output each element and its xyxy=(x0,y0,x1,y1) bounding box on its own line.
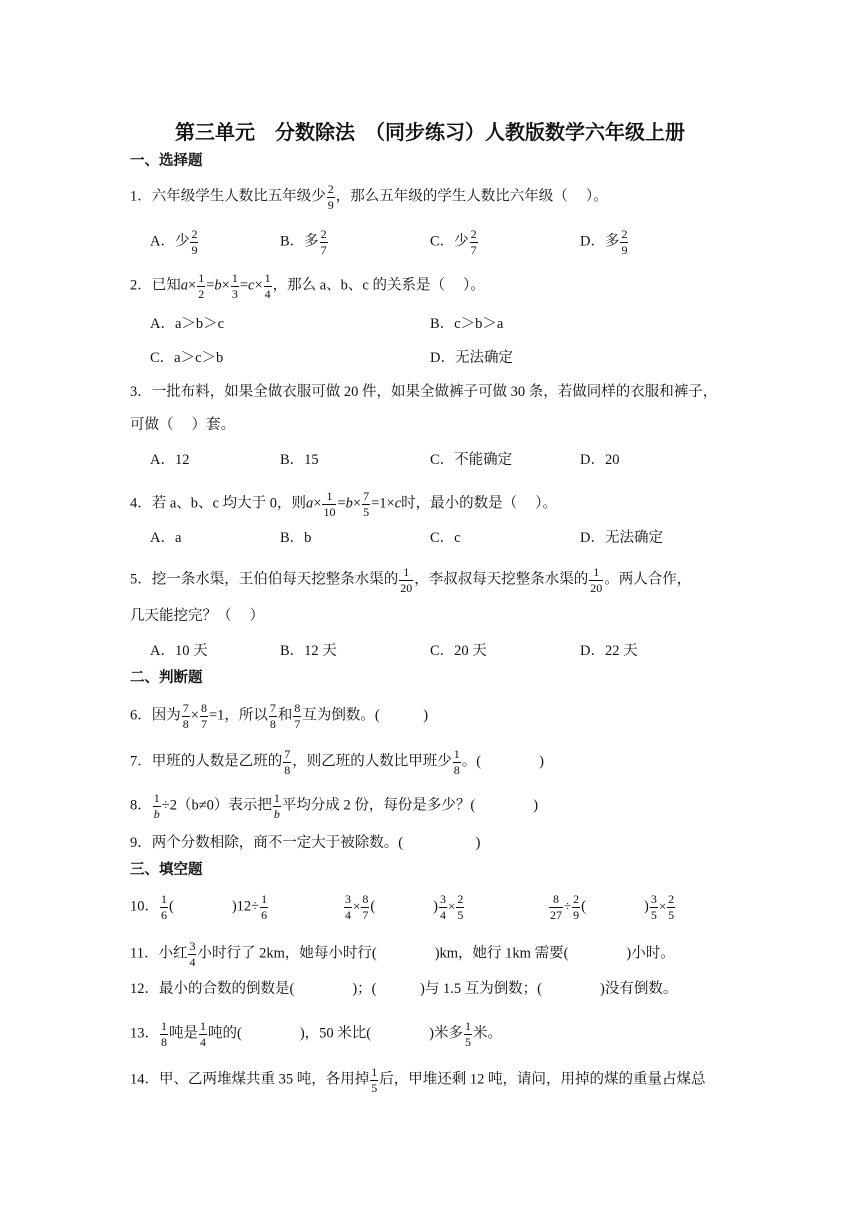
option-c: C．20 天 xyxy=(430,643,487,659)
option-b: B．c＞b＞a xyxy=(430,316,504,332)
question-2: 2．已知a× $\frac{1}{2}$ =b× $\frac{1}{3}$ =c× $\frac{1}{4}$ ，那么 a、b、c 的关系是（ ）。 xyxy=(130,271,485,301)
option-b: B．12 天 xyxy=(280,643,337,659)
question-10: 10． $\frac{1}{6}$ ( )12÷ $\frac{1}{6}$ xyxy=(130,892,268,922)
question-13: 13． $\frac{1}{8}$ 吨是 $\frac{1}{4}$ 吨的( )，50 米比( )米多 $\frac{1}{5}$ 米。 xyxy=(130,1019,502,1049)
option-a: A．a xyxy=(150,530,182,546)
option-a: A．10 天 xyxy=(150,643,208,659)
option-d: D．无法确定 xyxy=(580,530,663,546)
option-a: A．少 $\frac{2}{9}$ xyxy=(150,227,198,257)
question-10-part-2: $\frac{3}{4}$ × $\frac{8}{7}$ ( ) $\frac{3}{4}$ × $\frac{2}{5}$ xyxy=(345,892,464,922)
question-8: 8． $\frac{1}{b}$ ÷2（b≠0）表示把 $\frac{1}{b}$ 平均分成 2 份，每份是多少？( ) xyxy=(130,791,539,821)
question-5: 5．挖一条水渠，王伯伯每天挖整条水渠的 $\frac{1}{20}$ ，李叔叔每天挖整条水渠的 $\frac{1}{20}$ 。两人合作， xyxy=(130,565,692,595)
option-d: D．20 xyxy=(580,452,620,468)
question-4: 4．若 a、b、c 均大于 0，则a× $\frac{1}{10}$ =b× $\frac{7}{5}$ =1×c时，最小的数是（ ）。 xyxy=(130,489,557,519)
option-c: C．少 $\frac{2}{7}$ xyxy=(430,227,477,257)
option-c: C．a＞c＞b xyxy=(150,350,224,366)
question-14: 14．甲、乙两堆煤共重 35 吨，各用掉 $\frac{1}{5}$ 后，甲堆还剩 12 吨，请问，用掉的煤的重量占煤总 xyxy=(130,1065,706,1095)
question-12: 12．最小的合数的倒数是( )；( )与 1.5 互为倒数；( )没有倒数。 xyxy=(130,981,678,997)
section-heading-choice: 一、选择题 xyxy=(130,153,203,169)
question-11: 11．小红 $\frac{3}{4}$ 小时行了 2km，她每小时行( )km，她行 1km 需要( )小时。 xyxy=(130,939,675,969)
option-d: D．22 天 xyxy=(580,643,638,659)
question-3-cont: 可做（ ）套。 xyxy=(130,417,236,433)
option-b: B．b xyxy=(280,530,312,546)
question-7: 7．甲班的人数是乙班的 $\frac{7}{8}$ ，则乙班的人数比甲班少 $\frac{1}{8}$ 。( ) xyxy=(130,747,544,777)
option-c: C．不能确定 xyxy=(430,452,513,468)
question-text: 六年级学生人数比五年级少 xyxy=(151,188,326,205)
question-text: ，那么五年级的学生人数比六年级（ ）。 xyxy=(335,188,608,205)
question-5-cont: 几天能挖完？（ ） xyxy=(130,608,265,624)
question-9: 9．两个分数相除，商不一定大于被除数。( ) xyxy=(130,835,481,851)
page-title: 第三单元 分数除法 （同步练习）人教版数学六年级上册 xyxy=(175,122,685,144)
option-c: C．c xyxy=(430,530,461,546)
option-b: B．15 xyxy=(280,452,319,468)
question-3: 3．一批布料，如果全做衣服可做 20 件，如果全做裤子可做 30 条，若做同样的衣服和裤子， xyxy=(130,384,718,400)
question-1 xyxy=(130,183,608,211)
fraction: $\frac{2}{9}$ xyxy=(327,182,334,212)
option-a: A．12 xyxy=(150,452,190,468)
question-10-part-3: $\frac{8}{27}$ ÷ $\frac{2}{9}$ ( ) $\frac{3}{5}$ × $\frac{2}{5}$ xyxy=(550,892,675,922)
section-heading-fill: 三、填空题 xyxy=(130,862,203,878)
option-d: D．无法确定 xyxy=(430,350,513,366)
option-a: A．a＞b＞c xyxy=(150,316,225,332)
option-b: B．多 $\frac{2}{7}$ xyxy=(280,227,327,257)
section-heading-judge: 二、判断题 xyxy=(130,670,203,686)
question-6: 6．因为 $\frac{7}{8}$ × $\frac{8}{7}$ =1，所以 $\frac{7}{8}$ 和 $\frac{8}{7}$ 互为倒数。( ) xyxy=(130,701,429,731)
question-number: 1． xyxy=(130,188,152,205)
option-d: D．多 $\frac{2}{9}$ xyxy=(580,227,628,257)
